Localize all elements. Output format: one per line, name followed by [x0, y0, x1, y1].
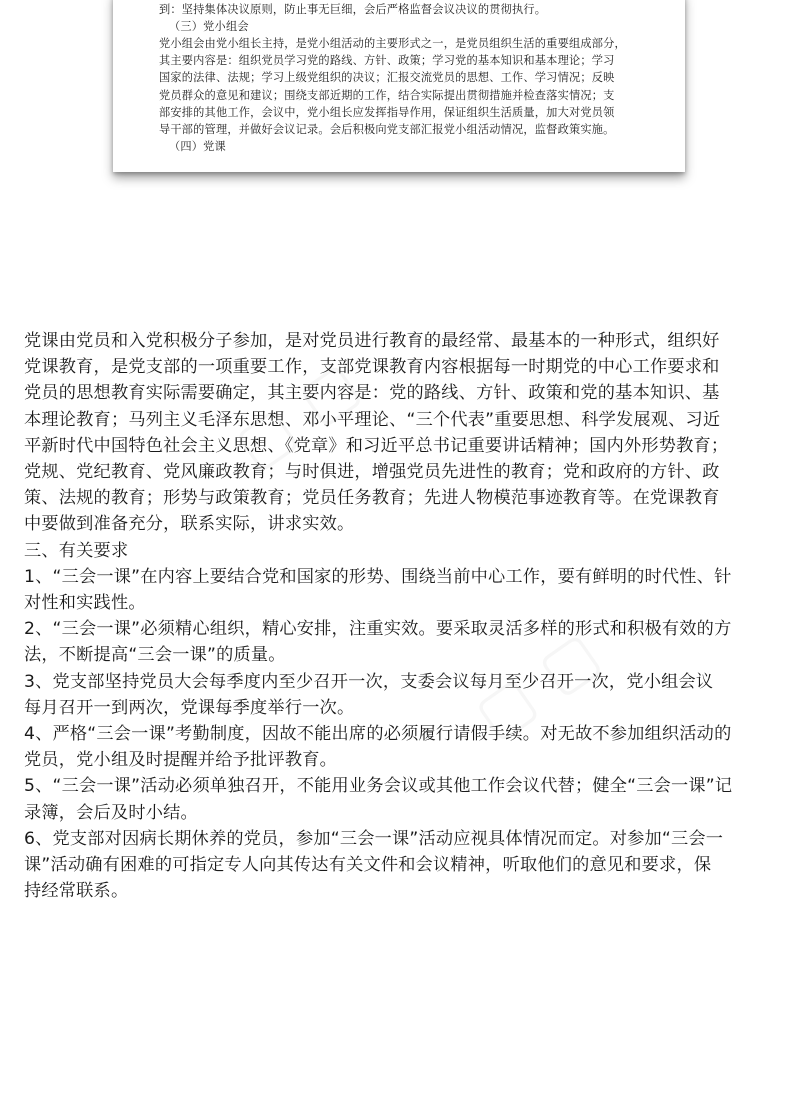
card-text-line: 导干部的管理，并做好会议记录。会后积极向党支部汇报党小组活动情况，监督政策实施。 [159, 122, 615, 136]
requirement-item-line: 6、党支部对因病长期休养的党员，参加“三会一课”活动应视具体情况而定。对参加“三会一 [24, 828, 724, 849]
requirement-item-line: 4、严格“三会一课”考勤制度，因故不能出席的必须履行请假手续。对无故不参加组织活动的 [24, 724, 732, 745]
requirement-item-line: 对性和实践性。 [24, 593, 146, 614]
body-text-line: 党课教育，是党支部的一项重要工作，支部党课教育内容根据每一时期党的中心工作要求和 [24, 357, 720, 378]
body-text-line: 党员的思想教育实际需要确定，其主要内容是：党的路线、方针、政策和党的基本知识、基 [24, 383, 720, 404]
section-heading: 三、有关要求 [24, 540, 129, 561]
main-document-body [24, 328, 784, 904]
requirement-item-line: 持经常联系。 [24, 881, 129, 902]
body-text-line: 党规、党纪教育、党风廉政教育；与时俱进，增强党员先进性的教育；党和政府的方针、政 [24, 462, 720, 483]
card-section-heading: （三）党小组会 [169, 20, 249, 34]
requirement-item-line: 3、党支部坚持党员大会每季度内至少召开一次，支委会议每月至少召开一次，党小组会议 [24, 671, 714, 692]
card-text-line: 其主要内容是：组织党员学习党的路线、方针、政策；学习党的基本知识和基本理论；学习 [159, 54, 615, 68]
card-text-line: 党员群众的意见和建议；围绕支部近期的工作，结合实际提出贯彻措施并检查落实情况；支 [159, 88, 615, 102]
card-section-heading: （四）党课 [169, 139, 226, 153]
requirement-item-line: 5、“三会一课”活动必须单独召开，不能用业务会议或其他工作会议代替；健全“三会一课”记 [24, 776, 733, 797]
body-text-line: 党课由党员和入党积极分子参加，是对党员进行教育的最经常、最基本的一种形式，组织好 [24, 331, 720, 351]
body-text-line: 平新时代中国特色社会主义思想、《党章》和习近平总书记重要讲话精神；国内外形势教育； [24, 435, 729, 456]
document-card-preview [113, 0, 685, 172]
card-text-line: 国家的法律、法规；学习上级党组织的决议；汇报交流党员的思想、工作、学习情况；反映 [159, 71, 615, 85]
card-text-line: 党小组会由党小组长主持，是党小组活动的主要形式之一，是党员组织生活的重要组成部分， [159, 37, 626, 51]
card-text-line: 到：坚持集体决议原则，防止事无巨细，会后严格监督会议决议的贯彻执行。 [159, 3, 547, 17]
body-text-line: 策、法规的教育；形势与政策教育；党员任务教育；先进人物模范事迹教育等。在党课教育 [24, 488, 720, 509]
requirement-item-line: 录簿，会后及时小结。 [24, 802, 198, 823]
requirement-item-line: 2、“三会一课”必须精心组织，精心安排，注重实效。要采取灵活多样的形式和积极有效的方 [24, 619, 732, 640]
requirement-item-line: 课”活动确有困难的可指定专人向其传达有关文件和会议精神，听取他们的意见和要求，保 [24, 855, 712, 876]
requirement-item-line: 每月召开一到两次，党课每季度举行一次。 [24, 697, 355, 718]
requirement-item-line: 法，不断提高“三会一课”的质量。 [24, 645, 286, 666]
requirement-item-line: 1、“三会一课”在内容上要结合党和国家的形势、围绕当前中心工作，要有鲜明的时代性、针 [24, 566, 732, 587]
body-text-line: 中要做到准备充分，联系实际，讲求实效。 [24, 514, 355, 535]
card-text-line: 部安排的其他工作，会议中，党小组长应发挥指导作用，保证组织生活质量，加大对党员领 [159, 105, 615, 119]
requirement-item-line: 党员，党小组及时提醒并给予批评教育。 [24, 750, 337, 771]
body-text-line: 本理论教育；马列主义毛泽东思想、邓小平理论、“三个代表”重要思想、科学发展观、习近 [24, 409, 721, 430]
